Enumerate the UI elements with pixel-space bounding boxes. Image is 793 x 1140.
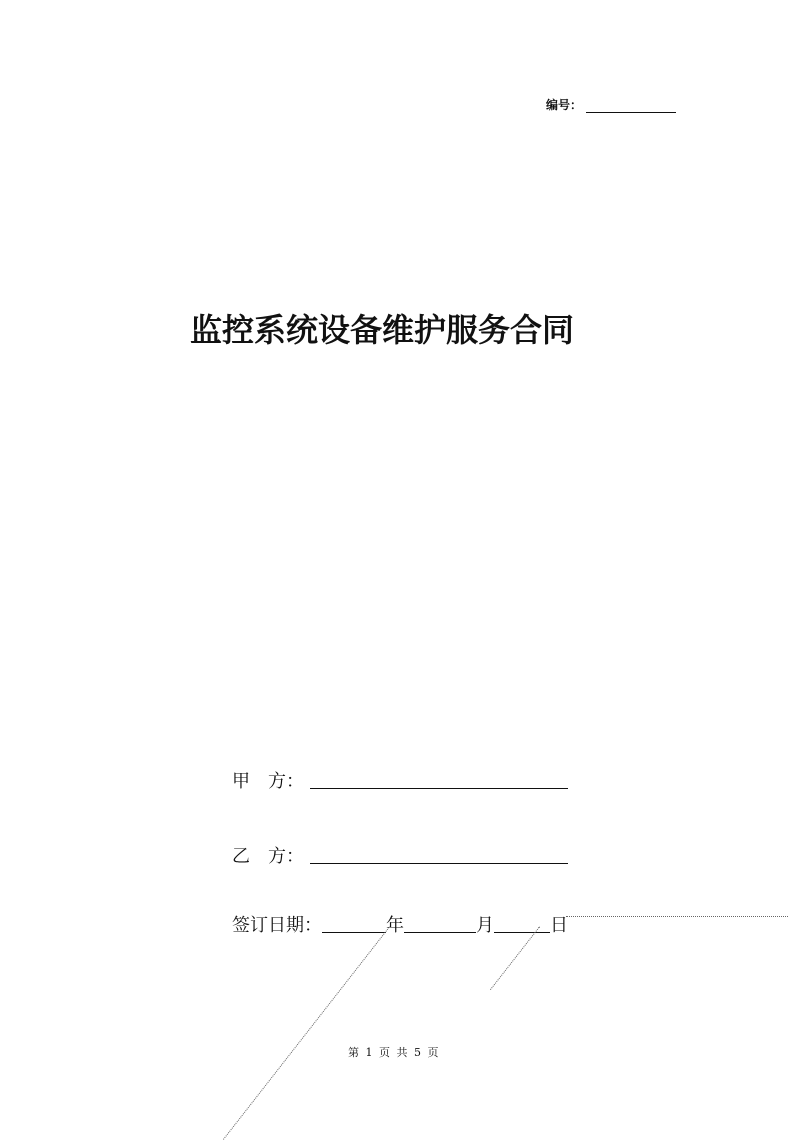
- year-label: 年: [386, 915, 404, 936]
- party-b-label: 乙 方：: [232, 846, 304, 867]
- contract-number: [546, 96, 676, 113]
- month-blank: [404, 932, 476, 933]
- party-a-field: [232, 767, 568, 793]
- contract-number-blank: [586, 100, 676, 113]
- party-b-field: [232, 842, 568, 868]
- signing-date-label: 签订日期：: [232, 915, 322, 936]
- month-label: 月: [476, 915, 494, 936]
- dotted-line-diagonal: [223, 926, 390, 1139]
- party-a-label: 甲 方：: [232, 771, 304, 792]
- day-label: 日: [550, 915, 568, 936]
- signing-date-field: [232, 911, 568, 937]
- document-title: 监控系统设备维护服务合同: [190, 311, 575, 349]
- party-b-blank: [310, 863, 568, 864]
- party-a-blank: [310, 788, 568, 789]
- day-blank: [494, 932, 550, 933]
- dotted-line-horizontal: [566, 916, 788, 917]
- contract-number-label: 编号：: [546, 98, 583, 112]
- page-number: 第 1 页 共 5 页: [348, 1046, 439, 1059]
- year-blank: [322, 932, 386, 933]
